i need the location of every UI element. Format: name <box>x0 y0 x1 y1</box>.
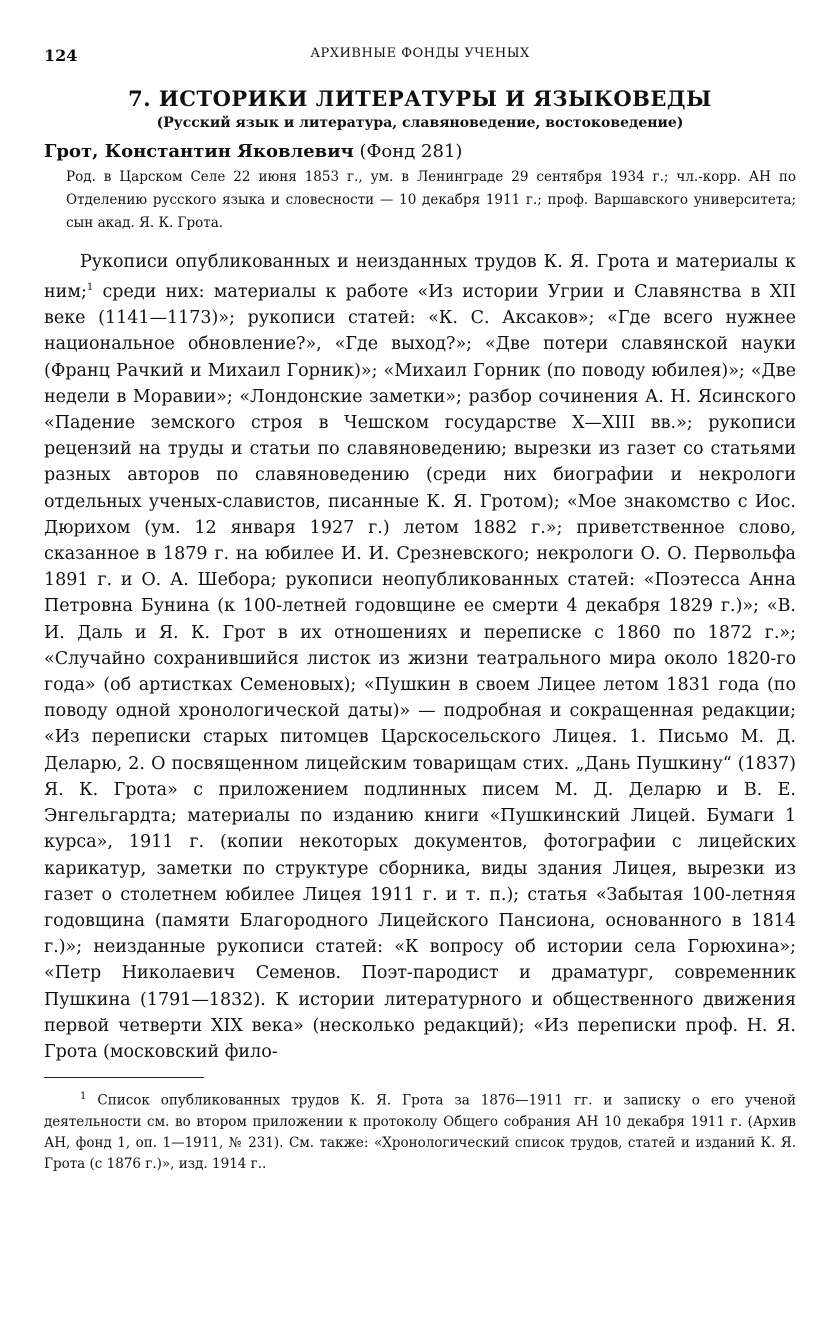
body-paragraph <box>44 249 796 1065</box>
running-head <box>44 38 796 68</box>
person-heading <box>44 141 796 162</box>
footnote-reference: 1 <box>86 282 94 294</box>
body-text-rest: среди них: материалы к работе «Из истории Угрии и Славянства в XII веке (1141—1173)»; рукописи статей: «К. С. Аксаков»; «Где всего нужнее национальное обновление?», «Где выход?»; «Две потери славянской науки (Франц Рачкий и Михаил Горник)»; «Михаил Горник (по поводу юбилея)»; «Две недели в Моравии»; «Лондонские заметки»; разбор сочинения А. Н. Ясинского «Падение земского строя в Чешском государстве X—XIII вв.»; рукописи рецензий на труды и статьи по славяноведению; вырезки из газет со статьями разных авторов по славяноведению (среди них биографии и некрологи отдельных ученых-славистов, писанные К. Я. Гротом); «Мое знакомство с Иос. Дюрихом (ум. 12 января 1927 г.) летом 1882 г.»; приветственное слово, сказанное в 1879 г. на юбилее И. И. Срезневского; некрологи О. О. Первольфа 1891 г. и О. А. Шебора; рукописи неопубликованных статей: «Поэтесса Анна Петровна Бунина (к 100-летней годовщине ее смерти 4 декабря 1829 г.)»; «В. И. Даль и Я. К. Грот в их отношениях и переписке с 1860 по 1872 г.»; «Случайно сохранившийся листок из жизни театрального мира около 1820-го года» (об артистках Семеновых); «Пушкин в своем Лицее летом 1831 года (по поводу одной хронологической даты)» — подробная и сокращенная редакции; «Из переписки старых питомцев Царскосельского Лицея. 1. Письмо М. Д. Деларю, 2. О посвященном лицейским товарищам стих. „Дань Пушкину“ (1837) Я. К. Грота» с приложением подлинных писем М. Д. Деларю и В. Е. Энгельгардта; материалы по изданию книги «Пушкинский Лицей. Бумаги 1 курса», 1911 г. (копии некоторых документов, фотографии с лицейских карикатур, заметки по структуре сборника, виды здания Лицея, вырезки из газет о столетнем юбилее Лицея 1911 г. и т. п.); статья «Забытая 100-летняя годовщина (памяти Благородного Лицейского Пансиона, основанного в 1814 г.)»; неизданные рукописи статей: «К вопросу об истории села Горюхина»; «Петр Николаевич Семенов. Поэт-пародист и драматург, современник Пушкина (1791—1832). К истории литературного и общественного движения первой четверти XIX века» (несколько редакций); «Из переписки проф. Н. Я. Грота (московский фило- <box>44 282 796 1062</box>
body-text-start: Рукописи опубликованных и неизданных трудов К. Я. Грота и материалы к ним; <box>44 252 796 303</box>
person-name: Грот, Константин Яковлевич <box>44 141 354 162</box>
running-title: АРХИВНЫЕ ФОНДЫ УЧЕНЫХ <box>310 46 530 61</box>
footnote-divider <box>44 1077 204 1078</box>
fond-number: (Фонд 281) <box>359 141 463 162</box>
section-title: 7. ИСТОРИКИ ЛИТЕРАТУРЫ И ЯЗЫКОВЕДЫ <box>128 86 712 111</box>
person-bio: Род. в Царском Селе 22 июня 1853 г., ум. в Ленинграде 29 сентября 1934 г.; чл.-корр. АН по Отделению русского языка и словесности — 10 декабря 1911 г.; проф. Варшавского университета; сын акад. Я. К. Грота. <box>66 169 796 231</box>
page-number: 124 <box>44 46 78 65</box>
footnote <box>44 1086 796 1175</box>
page <box>44 38 796 1175</box>
footnote-text: Список опубликованных трудов К. Я. Грота за 1876—1911 гг. и записку о его ученой деятельности см. во втором приложении к протоколу Общего собрания АН 10 декабря 1911 г. (Архив АН, фонд 1, оп. 1—1911, № 231). См. также: «Хронологический список трудов, статей и изданий К. Я. Грота (с 1876 г.)», изд. 1914 г.. <box>44 1092 796 1172</box>
footnote-mark: 1 <box>80 1091 87 1103</box>
section-subtitle: (Русский язык и литература, славяноведение, востоковедение) <box>156 115 684 131</box>
